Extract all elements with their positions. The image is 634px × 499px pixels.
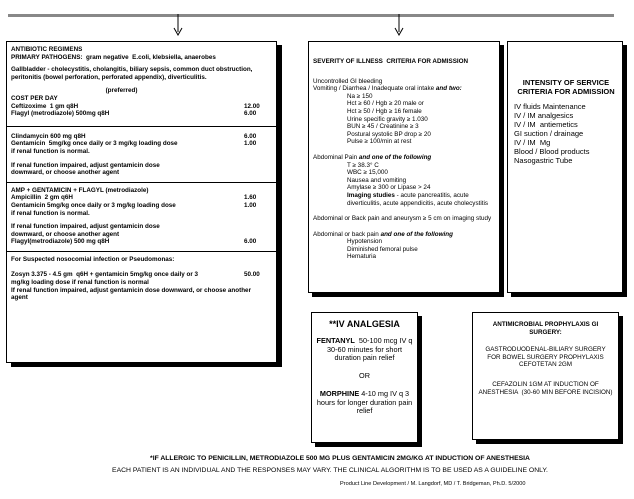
severity-criteria-box xyxy=(308,41,500,293)
list-item: Postural systolic BP drop ≥ 20 xyxy=(347,130,431,138)
primary-pathogens: PRIMARY PATHOGENS: gram negative E.coli, klebsiella, anaerobes xyxy=(11,53,216,61)
regimen-row: if renal function is normal. xyxy=(11,209,90,217)
guideline-disclaimer: EACH PATIENT IS AN INDIVIDUAL AND THE RESPONSES MAY VARY. THE CLINICAL ALGORITHM IS TO BE USED AS A GUIDELINE ONLY. xyxy=(112,467,548,474)
nosocomial-section xyxy=(11,256,272,302)
list-item: IV / IM analgesics xyxy=(514,111,574,120)
allergy-note: *IF ALLERGIC TO PENICILLIN, METRODIAZOLE 500 MG PLUS GENTAMICIN 2MG/KG AT INDUCTION OF ANESTHESIA xyxy=(150,455,530,462)
zosyn-row: Zosyn 3.375 - 4.5 gm q6H + gentamicin 5mg/kg once daily or 3 mg/kg loading dose if renal function is normal 50.00 xyxy=(11,271,260,287)
list-item: Hct ≥ 50 / Hgb ≥ 16 female xyxy=(347,107,422,115)
regimen-row: Flagyl(metrodiazole) 500 mg q8H 6.00 xyxy=(11,238,257,246)
prophylaxis-box xyxy=(472,312,619,440)
gi-bleeding: Uncontrolled GI bleeding xyxy=(313,77,383,85)
list-item: Diminished femoral pulse xyxy=(347,245,418,253)
zosyn-note: If renal function impaired, adjust gentamicin dose downward, or choose another agent xyxy=(11,286,253,302)
list-item: Nasogastric Tube xyxy=(514,156,573,165)
prophylaxis-gastroduodenal: GASTRODUODENAL-BILIARY SURGERY FOR BOWEL SURGERY PROPHYLAXIS CEFOTETAN 2GM xyxy=(485,346,608,369)
down-arrow-right xyxy=(393,14,405,36)
list-item: T ≥ 38.3° C xyxy=(347,161,379,169)
list-item: Amylase ≥ 300 or Lipase > 24 xyxy=(347,184,431,192)
list-item: Hypotension xyxy=(347,238,383,246)
regimen-row: Gentamicin 5mg/kg once daily or 3 mg/kg loading dose 1.00 xyxy=(11,140,257,148)
iv-analgesia-box xyxy=(311,312,418,443)
down-arrow-left xyxy=(172,14,184,36)
list-item: Blood / Blood products xyxy=(514,147,590,156)
regimen-row: Ceftizoxime 1 gm q8H 12.00 xyxy=(11,102,260,110)
intensity-title: INTENSITY OF SERVICE CRITERIA FOR ADMISSION xyxy=(517,78,615,96)
morphine-dose: MORPHINE 4-10 mg IV q 3 hours for longer duration pain relief xyxy=(316,388,415,416)
list-item: Urine specific gravity ≥ 1.030 xyxy=(347,115,428,123)
list-item: Na ≥ 150 xyxy=(347,92,373,100)
regimen-row: Ampicillin 2 gm q6H 1.60 xyxy=(11,194,257,202)
severity-title: SEVERITY OF ILLNESS CRITERIA FOR ADMISSION xyxy=(313,58,469,65)
divider xyxy=(7,251,276,252)
regimen-2-note: If renal function impaired, adjust gentamicin dose downward, or choose another agent xyxy=(11,161,162,177)
list-item: Pulse ≥ 100/min at rest xyxy=(347,138,412,146)
vomiting-criteria: Vomiting / Diarrhea / Inadequate oral intake and two: xyxy=(313,85,462,93)
top-rule xyxy=(8,14,614,17)
aneurysm-criteria: Abdominal or Back pain and aneurysm ≥ 5 cm on imaging study xyxy=(313,215,492,223)
prophylaxis-cefazolin: CEFAZOLIN 1GM AT INDUCTION OF ANESTHESIA (30-60 MIN BEFORE INCISION) xyxy=(478,380,613,396)
divider xyxy=(7,126,276,127)
list-item: IV fluids Maintenance xyxy=(514,102,586,111)
back-items xyxy=(313,238,495,261)
list-item: IV / IM Mg xyxy=(514,138,551,147)
vomiting-items xyxy=(313,93,495,146)
regimen-3-title: AMP + GENTAMICIN + FLAGYL (metrodiazole) xyxy=(11,186,149,194)
regimen-row: Clindamycin 600 mg q8H 6.00 xyxy=(11,132,257,140)
nosocomial-title: For Suspected nosocomial infection or Pseudomonas: xyxy=(11,255,175,263)
or-label: OR xyxy=(359,371,370,381)
preferred-label: (preferred) xyxy=(105,87,138,95)
divider xyxy=(7,182,276,183)
abd-items xyxy=(313,162,495,208)
list-item: Hct ≥ 60 / Hgb ≥ 20 male or xyxy=(347,100,424,108)
intensity-service-box xyxy=(507,41,623,293)
regimen-3 xyxy=(11,187,272,246)
list-item: Nausea and vomiting xyxy=(347,176,407,184)
imaging-studies: Imaging studies - acute pancreatitis, acute diverticulitis, acute appendicitis, acute cholecystitis xyxy=(347,191,489,207)
antibiotic-regimens-box xyxy=(6,41,277,363)
list-item: BUN ≥ 45 / Creatinine ≥ 3 xyxy=(347,123,419,131)
regimen-row: if renal function is normal. xyxy=(11,147,90,155)
analgesia-title: **IV ANALGESIA xyxy=(329,319,400,329)
fentanyl-dose: FENTANYL 50-100 mcg IV q 30-60 minutes for short duration pain relief xyxy=(316,336,415,363)
list-item: WBC ≥ 15,000 xyxy=(347,169,388,177)
list-item: Hematuria xyxy=(347,253,377,261)
list-item: IV / IM antiemetics xyxy=(514,120,578,129)
regimen-2 xyxy=(11,133,272,177)
regimen-row: Gentamicin 5mg/kg once daily or 3 mg/kg loading dose 1.00 xyxy=(11,201,257,209)
list-item: GI suction / drainage xyxy=(514,129,584,138)
prophylaxis-title: ANTIMICROBIAL PROPHYLAXIS GI SURGERY: xyxy=(492,321,601,336)
regimen-1 xyxy=(11,103,272,118)
credit-line: Product Line Development / M. Langdorf, MD / T. Bridgeman, Ph.D. 5/2000 xyxy=(340,481,526,487)
abd-pain-criteria: Abdominal Pain and one of the following xyxy=(313,153,432,161)
intensity-items xyxy=(514,102,618,165)
gallbladder-indications: Gallbladder - cholecystitis, cholangitis, biliary sepsis, common duct obstruction, peritonitis (bowel perforation, perforated appendix), diverticulitis. xyxy=(11,66,255,81)
back-pain-criteria: Abdominal or back pain and one of the following xyxy=(313,230,453,238)
cost-header: COST PER DAY xyxy=(11,94,58,102)
regimen-3-note: If renal function impaired, adjust gentamicin dose downward, or choose another agent xyxy=(11,223,162,238)
antibiotic-title: ANTIBIOTIC REGIMENS xyxy=(11,46,83,53)
regimen-row: Flagyl (metrodiazole) 500mg q8H 6.00 xyxy=(11,110,257,118)
